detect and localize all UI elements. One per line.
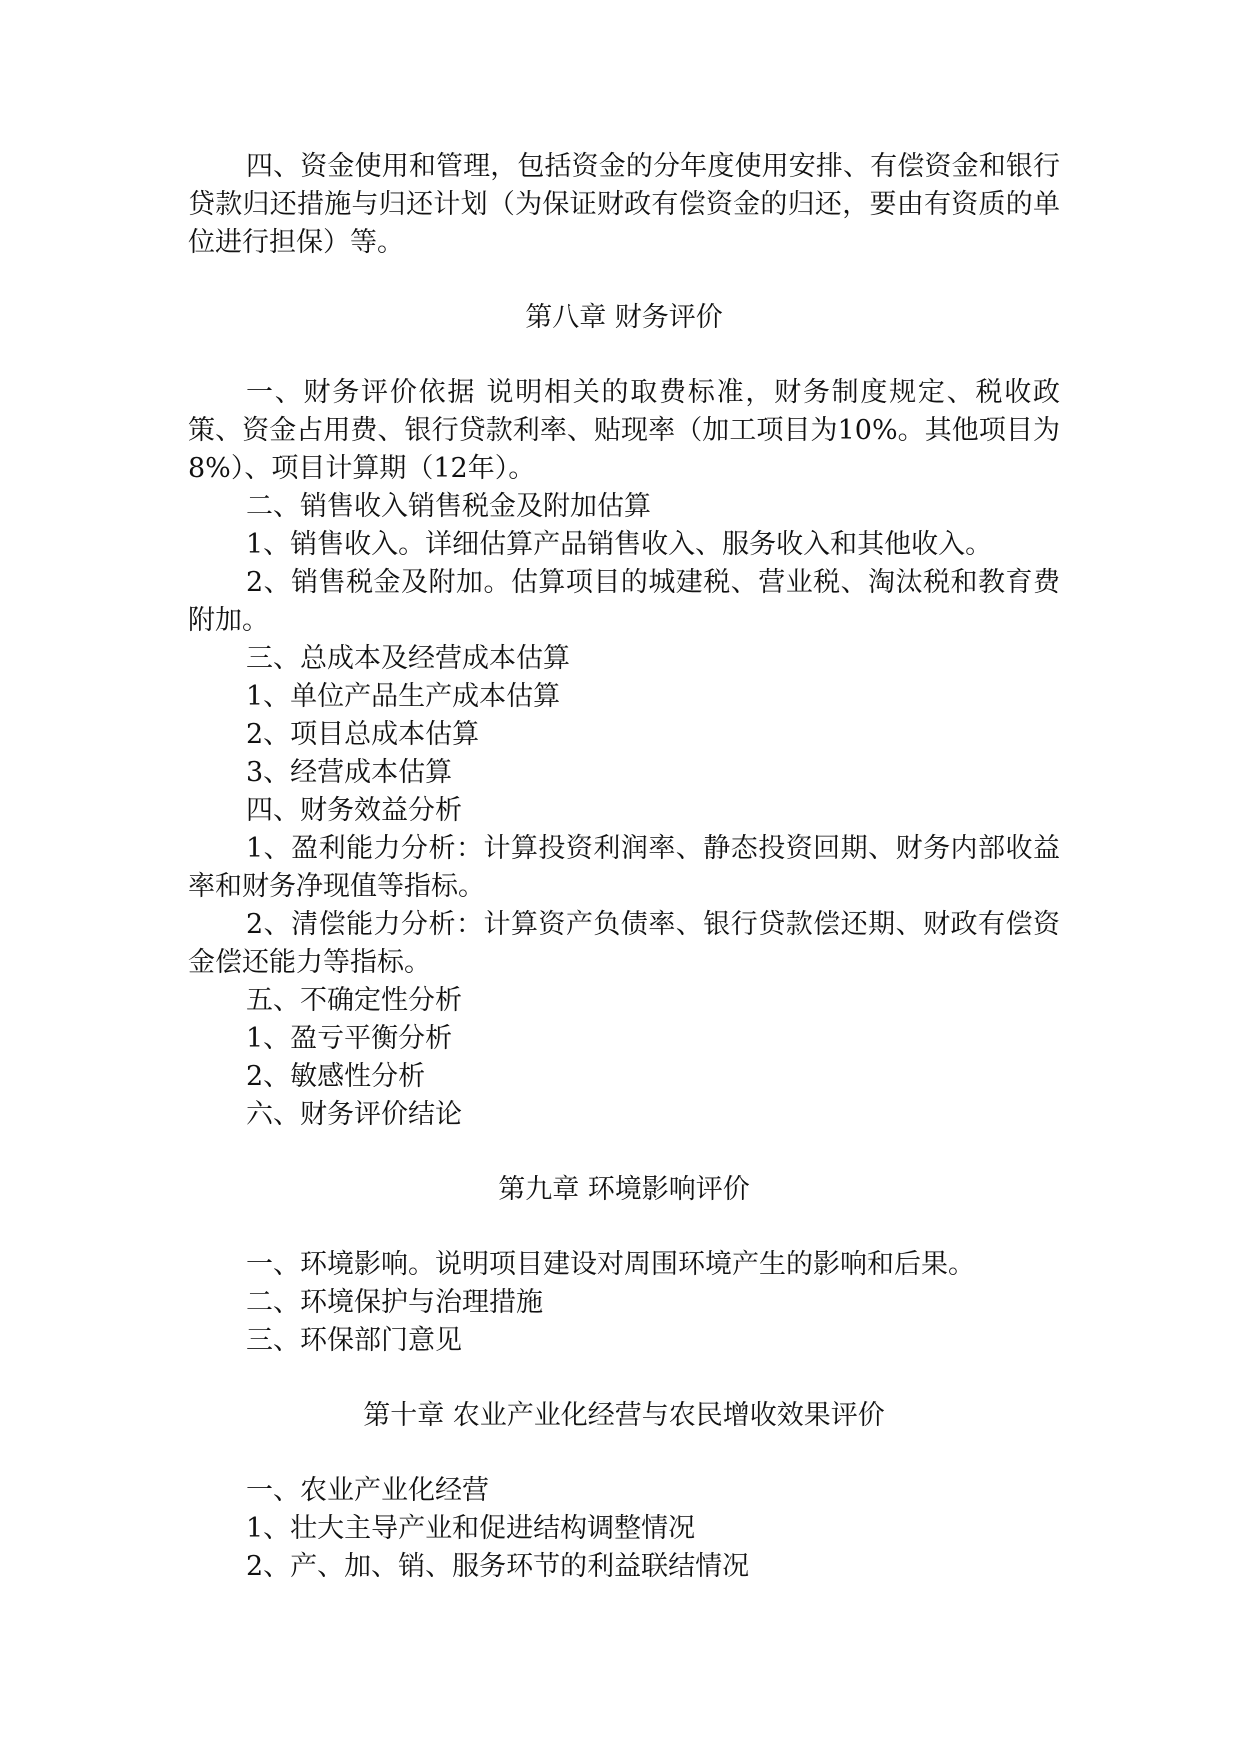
ch8-item-sales-tax: 2、销售税金及附加。估算项目的城建税、营业税、淘汰税和教育费附加。 [188,567,1060,636]
chapter-10-heading: 第十章 农业产业化经营与农民增收效果评价 [363,1400,885,1431]
document-page [188,148,1060,1586]
ch8-item-basis: 一、财务评价依据 说明相关的取费标准，财务制度规定、税收政策、资金占用费、银行贷款利率、贴现率（加工项目为10%。其他项目为8%）、项目计算期（12年）。 [188,377,1060,484]
chapter-8-heading: 第八章 财务评价 [525,302,723,333]
ch8-item-solvency: 2、清偿能力分析：计算资产负债率、银行贷款偿还期、财政有偿资金偿还能力等指标。 [188,909,1060,978]
ch9-item-department-opinion: 三、环保部门意见 [246,1325,462,1356]
ch8-item-operating-cost: 3、经营成本估算 [246,757,453,788]
ch8-item-total-cost: 2、项目总成本估算 [246,719,480,750]
spacer [188,1435,1060,1472]
ch10-item-industrialization: 一、农业产业化经营 [246,1475,489,1506]
ch8-item-profitability: 1、盈利能力分析：计算投资利润率、静态投资回期、财务内部收益率和财务净现值等指标。 [188,833,1060,902]
ch8-item-cost-heading: 三、总成本及经营成本估算 [246,643,570,674]
ch10-item-leading-industry: 1、壮大主导产业和促进结构调整情况 [246,1513,696,1544]
ch9-item-impact: 一、环境影响。说明项目建设对周围环境产生的影响和后果。 [246,1249,975,1280]
paragraph-funds-management: 四、资金使用和管理，包括资金的分年度使用安排、有偿资金和银行贷款归还措施与归还计划（为保证财政有偿资金的归还，要由有资质的单位进行担保）等。 [188,151,1060,258]
ch8-item-uncertainty-heading: 五、不确定性分析 [246,985,462,1016]
chapter-9-heading: 第九章 环境影响评价 [498,1174,750,1205]
ch8-item-sensitivity: 2、敏感性分析 [246,1061,426,1092]
ch9-item-protection: 二、环境保护与治理措施 [246,1287,543,1318]
spacer [188,1209,1060,1246]
spacer [188,1134,1060,1171]
ch8-item-conclusion: 六、财务评价结论 [246,1099,462,1130]
ch8-item-benefit-heading: 四、财务效益分析 [246,795,462,826]
ch8-item-revenue-heading: 二、销售收入销售税金及附加估算 [246,491,651,522]
ch8-item-sales-revenue: 1、销售收入。详细估算产品销售收入、服务收入和其他收入。 [246,529,993,560]
ch8-item-breakeven: 1、盈亏平衡分析 [246,1023,453,1054]
spacer [188,337,1060,374]
ch10-item-interest-linkage: 2、产、加、销、服务环节的利益联结情况 [246,1551,750,1582]
ch8-item-unit-cost: 1、单位产品生产成本估算 [246,681,561,712]
spacer [188,1360,1060,1397]
spacer [188,262,1060,299]
